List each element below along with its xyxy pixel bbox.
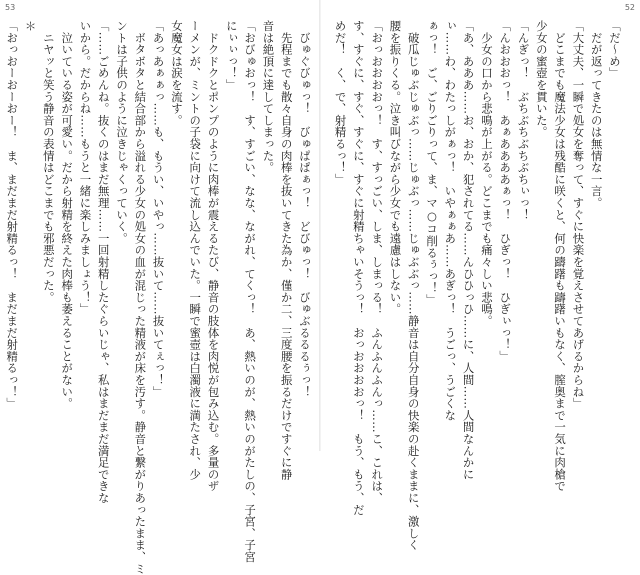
text-line: 「んぎっ！ ぶちぶちぶちぶちぃっ！ — [516, 20, 531, 221]
text-line: 「おびゅおっ！ す、すごい、なな、ながれ、てくっ！ あ、熱いのが、熱いのがたしの、子宮、子宮 — [243, 20, 258, 563]
text-line: ントは子供のように泣きじゃくっていく。 — [115, 20, 130, 245]
text-line: だが返ってきたのは無情な一言。 — [589, 20, 604, 209]
left-page-text — [5, 20, 314, 575]
page-gutter — [319, 0, 321, 451]
right-page-number: 52 — [624, 3, 635, 12]
text-line: にぃぃっ！」 — [224, 20, 239, 91]
text-line: びゅぐびゅっ！ びゅぱぱぁっ！ どびゅっ！ びゅぶるるるぅっ！ — [298, 20, 312, 398]
left-page — [0, 0, 318, 575]
scene-break-mark: ＊ — [23, 20, 38, 32]
text-line: 腰を振りくる。泣き叫びながら少女でも遠慮はしない。 — [388, 20, 403, 315]
text-line: めだ！ く、で、射精るっ！」 — [333, 20, 348, 186]
text-line: す、すぐに、すぐ、すぐに、すぐに射精ちゃいそうっ！ おっおおおおっ！ もう、もう、だ — [351, 20, 366, 516]
text-line: 音は絶頂に達してしまった。 — [261, 20, 276, 174]
text-line: ぁっ！ ご、ごりごりって、ま、マ○コ削るぅっ！」 — [425, 20, 440, 306]
text-line: 破瓜じゅぶじゅぶっ……じゅぶっ……じゅぶぶっ……静音は自分自身の快楽の赴くままに、激しく — [406, 20, 421, 551]
text-line: 「……ごめんね。抜くのはまだ無理……一回射精したぐらいじゃ、私はまだまだ満足できな — [96, 20, 111, 504]
text-line: 少女の蜜壺を貫いた。 — [534, 20, 549, 138]
right-page — [322, 0, 640, 551]
text-line: ニヤッと笑う静音の表情はどこまでも邪悪だった。 — [41, 20, 56, 304]
right-page-text — [332, 20, 624, 551]
text-line: 少女の口から悲鳴が上がる。どこまでも痛々しい悲鳴。 — [479, 20, 494, 327]
text-line: ボタボタと結合部から溢れる少女の処女の血が混じった精液が床を汚す。静音と繋がりあったまま、ミ — [133, 20, 148, 575]
text-line: 先程までも散々自身の肉棒を抜いてきた為か、僅か二、三度腰を振るだけですぐに静 — [279, 20, 294, 481]
text-line: 泣いている姿が可愛い。だから射精を終えた肉棒も萎えることがない。 — [60, 20, 75, 410]
text-line: どこまでも魔法少女は残酷に咲くと、何の躊躇も躊躇いもなく、膣奥まで一気に肉槍で — [553, 20, 568, 492]
left-page-number: 53 — [5, 3, 16, 12]
text-line: いから。だからね……もうと一緒に楽しみましょう！」 — [78, 20, 93, 315]
text-line: 「大丈夫、一瞬で処女を奪って、すぐに快楽を覚えさせてあげるからね」 — [571, 20, 586, 410]
text-line: 「おっおおおおっ！ す、すっごい、しま、しまっる！ ふんふんふんっ……こ、これは、 — [370, 20, 385, 504]
text-line: ぃ……わ、わたっしがぁっ！ いやぁぁあ……あぎっ！ うごっ、うごくな — [443, 20, 458, 422]
text-line: 「あ、あああ……お、おか、犯されてる……んひひっひ……に、人間……人間なんかに — [461, 20, 476, 481]
text-line: ーメンが、ミントの子袋に向けて流し込んでいた。一瞬で蜜壺は白濁液に満たされ、少 — [188, 20, 203, 481]
text-line: 「おっおーおーおー！ ま、まだまだ射精るっ！ まだまだ射精るっ！」 — [5, 20, 20, 410]
text-line: ドクドクとポンプのように肉棒が震えるたび、静音の肢体を肉悦が包み込む。多量のザ — [206, 20, 221, 492]
text-line: 「だ～め」 — [608, 20, 622, 79]
text-line: 「あっあぁぁっ……も、もうい、いやっ……抜いて……抜いてぇっ！」 — [151, 20, 166, 398]
text-line: 女魔女は涙を流す。 — [169, 20, 184, 127]
text-line: 「んおおおっ！ あぁああああぁっ！ ひぎっ！ ひぎぃっ！」 — [498, 20, 513, 363]
